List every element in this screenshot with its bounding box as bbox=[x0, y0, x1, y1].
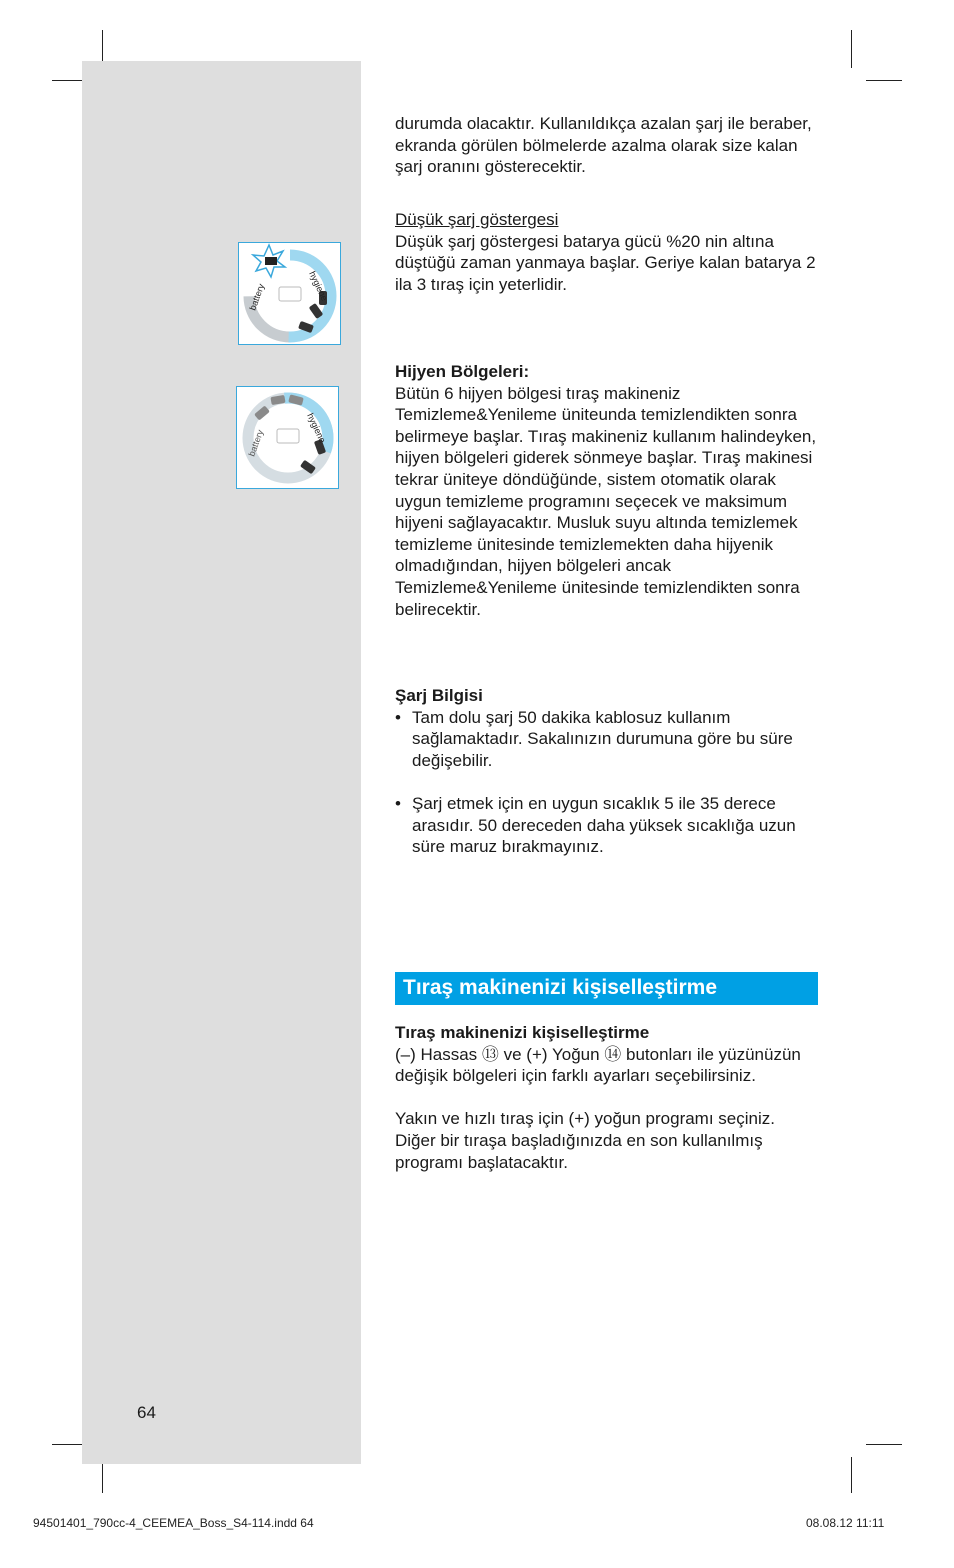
crop-mark bbox=[866, 1444, 902, 1445]
bullet-glyph: • bbox=[395, 793, 401, 813]
hygiene-heading: Hijyen Bölgeleri: bbox=[395, 362, 530, 381]
low-charge-section bbox=[395, 209, 820, 295]
list-item bbox=[395, 707, 820, 772]
hygiene-zones-display-figure bbox=[236, 386, 339, 489]
crop-mark bbox=[851, 1457, 852, 1493]
personalize-section bbox=[395, 1022, 820, 1173]
footer-datetime: 08.08.12 11:11 bbox=[806, 1516, 885, 1530]
hygiene-body: Bütün 6 hijyen bölgesi tıraş makineniz Temizleme&Yenileme üniteunda temizlendikten sonra belirmeye başlar. Tıraş makineniz kullanım halindeyken, hijyen bölgeleri giderek sönmeye başlar. Tıraş makinesi tekrar üniteye döndüğünde, sistem otomatik olarak uygun temizleme programını seçecek ve maksimum hijyeni sağlayacaktır. Musluk suyu altında temizlemek temizleme ünitesinde temizlemekten daha hijyenik olmadığından, hijyen bölgeleri ancak Temizleme&Yenileme ünitesinde temizlendikten sonra belirecektir. bbox=[395, 383, 817, 619]
bullet-text: Şarj etmek için en uygun sıcaklık 5 ile 35 derece arasıdır. 50 dereceden daha yüksek sıcaklığa uzun süre maruz bırakmayınız. bbox=[412, 793, 796, 857]
personalize-heading: Tıraş makinenizi kişiselleştirme bbox=[395, 1023, 650, 1042]
section-banner-title: Tıraş makinenizi kişiselleştirme bbox=[403, 976, 717, 999]
footer-file-slug: 94501401_790cc-4_CEEMEA_Boss_S4-114.indd 64 bbox=[33, 1516, 314, 1530]
low-charge-heading: Düşük şarj göstergesi bbox=[395, 210, 559, 229]
page-number: 64 bbox=[137, 1403, 156, 1422]
hygiene-label: hygiene bbox=[305, 411, 328, 445]
section-banner bbox=[395, 972, 818, 1005]
personalize-paragraph-1: (–) Hassas ⑬ ve (+) Yoğun ⑭ butonları ile yüzünüzün değişik bölgeleri için farklı ayarları seçebilirsiniz. bbox=[395, 1044, 801, 1086]
battery-label: battery bbox=[247, 282, 267, 312]
hygiene-section bbox=[395, 361, 820, 620]
personalize-paragraph-3: Diğer bir tıraşa başladığınızda en son kullanılmış programı başlatacaktır. bbox=[395, 1130, 763, 1172]
list-item bbox=[395, 793, 820, 858]
intro-text: durumda olacaktır. Kullanıldıkça azalan şarj ile beraber, ekranda görülen bölmelerde azalma olarak size kalan şarj oranını gösterecektir. bbox=[395, 114, 812, 177]
bullet-glyph: • bbox=[395, 707, 401, 727]
bullet-text: Tam dolu şarj 50 dakika kablosuz kullanım sağlamaktadır. Sakalınızın durumuna göre bu süre değişebilir. bbox=[412, 707, 793, 770]
hygiene-label: hygiene bbox=[307, 269, 330, 303]
intro-paragraph bbox=[395, 113, 820, 178]
low-charge-display-figure bbox=[238, 242, 341, 345]
personalize-paragraph-2: Yakın ve hızlı tıraş için (+) yoğun programı seçiniz. bbox=[395, 1109, 775, 1129]
charge-info-section bbox=[395, 685, 820, 858]
charge-info-heading: Şarj Bilgisi bbox=[395, 686, 483, 705]
crop-mark bbox=[851, 30, 852, 68]
crop-mark bbox=[866, 80, 902, 81]
low-charge-body: Düşük şarj göstergesi batarya gücü %20 nin altına düştüğü zaman yanmaya başlar. Geriye kalan batarya 2 ila 3 tıraş için yeterlidir. bbox=[395, 231, 816, 294]
battery-label: battery bbox=[246, 428, 266, 458]
